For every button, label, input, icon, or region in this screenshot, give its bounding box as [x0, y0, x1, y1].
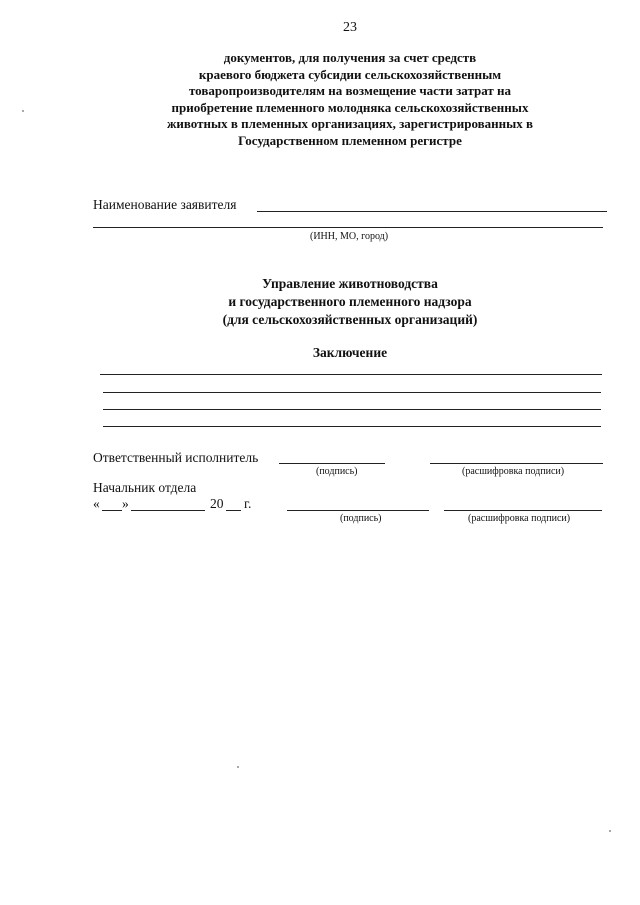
executor-signature-hint: (подпись): [316, 466, 358, 477]
org-line: (для сельскохозяйственных организаций): [222, 312, 478, 327]
heading-line: Государственном племенном регистре: [238, 132, 462, 148]
date-year-suffix: г.: [244, 496, 252, 511]
heading-line: приобретение племенного молодняка сельскохозяйственных: [171, 99, 529, 115]
scan-speck: [237, 766, 239, 768]
applicant-label: Наименование заявителя: [93, 197, 237, 212]
executor-label: Ответственный исполнитель: [93, 450, 259, 465]
conclusion-line[interactable]: [100, 374, 602, 375]
heading-line: краевого бюджета субсидии сельскохозяйственным: [198, 66, 502, 82]
head-decoding-hint: (расшифровка подписи): [468, 513, 571, 524]
applicant-name-field[interactable]: [257, 211, 607, 212]
conclusion-line[interactable]: [103, 426, 601, 427]
scan-speck: [609, 830, 611, 832]
document-heading: [40, 50, 640, 149]
conclusion-title: Заключение: [312, 345, 388, 360]
executor-signature-field[interactable]: [279, 463, 385, 464]
head-signature-hint: (подпись): [340, 513, 382, 524]
conclusion-line[interactable]: [103, 409, 601, 410]
date-month-field[interactable]: [131, 510, 205, 511]
page-number: 23: [343, 20, 357, 35]
heading-line: животных в племенных организациях, зарегистрированных в: [166, 116, 534, 131]
date-year-field[interactable]: [226, 510, 241, 511]
heading-line: документов, для получения за счет средств: [223, 50, 477, 65]
date-close-quote: »: [122, 496, 129, 511]
date-year-prefix: 20: [210, 496, 224, 511]
head-decoding-field[interactable]: [444, 510, 602, 511]
scan-speck: [22, 110, 24, 112]
organization-heading: [0, 275, 640, 329]
executor-decoding-field[interactable]: [430, 463, 603, 464]
org-line: и государственного племенного надзора: [228, 294, 472, 309]
date-open-quote: «: [93, 496, 100, 511]
applicant-details-field[interactable]: [93, 227, 603, 228]
org-line: Управление животноводства: [262, 276, 438, 291]
date-day-field[interactable]: [102, 510, 122, 511]
head-label: Начальник отдела: [93, 480, 197, 495]
head-signature-field[interactable]: [287, 510, 429, 511]
executor-decoding-hint: (расшифровка подписи): [462, 466, 565, 477]
heading-line: товаропроизводителям на возмещение части затрат на: [188, 83, 512, 98]
conclusion-line[interactable]: [103, 392, 601, 393]
applicant-hint: (ИНН, МО, город): [310, 231, 389, 242]
